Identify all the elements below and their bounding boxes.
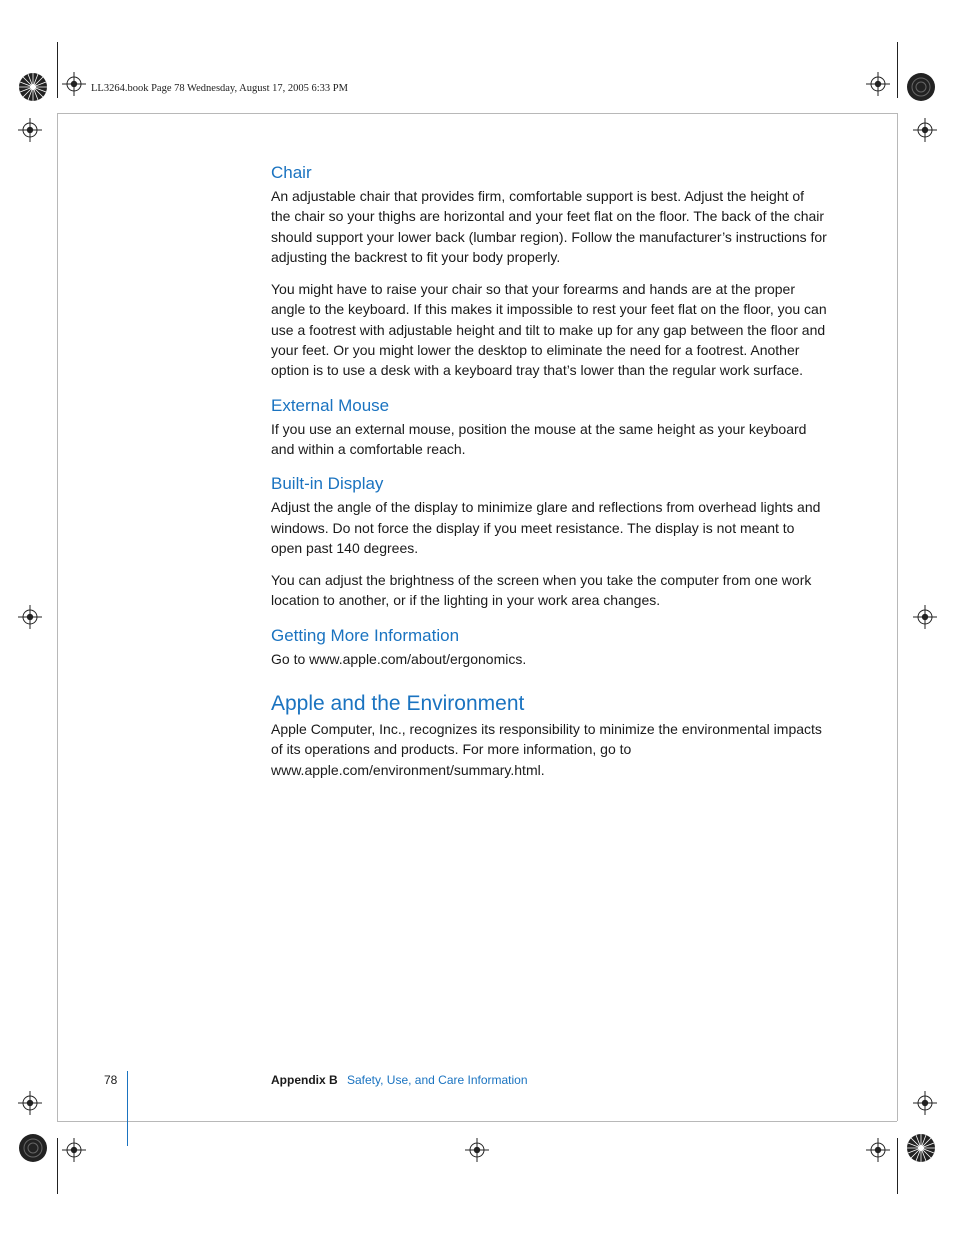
section-heading-external-mouse: External Mouse [271,395,390,415]
page-frame-left [57,113,58,1121]
registration-mark-icon [913,1091,937,1115]
registration-mark-icon [18,605,42,629]
chair-paragraph-1: An adjustable chair that provides firm, comfortable support is best. Adjust the height of the chair so your thighs are horizontal and your feet flat on the floor. The back of the chair should support your lower back (lumbar region). Follow the manufacturer’s instructions for adjusting the backrest to fit your body properly. [271,188,827,265]
display-paragraph-2: You can adjust the brightness of the screen when you take the computer from one work location to another, or if the lighting in your work area changes. [271,572,812,609]
registration-mark-icon [913,605,937,629]
section-heading-getting-more-information: Getting More Information [271,625,460,645]
registration-mark-icon [62,1138,86,1162]
footer-divider [127,1071,128,1146]
registration-mark-icon [18,118,42,142]
section-heading-apple-and-the-environment: Apple and the Environment [271,692,525,716]
mouse-paragraph-1: If you use an external mouse, position the mouse at the same height as your keyboard and within a comfortable reach. [271,420,807,457]
registration-mark-icon [913,118,937,142]
display-paragraph-1: Adjust the angle of the display to minimize glare and reflections from overhead lights and windows. Do not force the display if you meet resistance. The display is not meant to open past 140 degrees. [271,499,821,556]
registration-mark-icon [866,1138,890,1162]
environment-paragraph-1: Apple Computer, Inc., recognizes its responsibility to minimize the environmental impacts of its operations and products. For more information, go to www.apple.com/environment/summary.html. [271,721,822,778]
section-heading-chair: Chair [271,163,312,182]
crop-mark-bottom-left [57,1138,58,1194]
star-target-icon [906,1133,936,1163]
section-heading-built-in-display: Built-in Display [271,474,384,494]
crop-mark-bottom-right [897,1138,898,1194]
registration-mark-icon [465,1138,489,1162]
star-target-icon [18,72,48,102]
page-content [271,160,827,780]
page-frame-top [57,113,897,114]
star-target-icon [906,72,936,102]
more-info-paragraph-1: Go to www.apple.com/about/ergonomics. [271,650,527,667]
page-number: 78 [104,1073,118,1087]
chair-paragraph-2: You might have to raise your chair so that your forearms and hands are at the proper angle to the keyboard. If this makes it impossible to rest your feet flat on the floor, you can use a footrest with adjustable height and tilt to make up for any gap between the floor and your feet. Or you might lower the desktop to eliminate the need for a footrest. Another option is to use a desk with a keyboard tray that’s lower than the regular work surface. [271,281,827,379]
crop-mark-top-right [897,42,898,98]
registration-mark-icon [62,72,86,96]
footer-appendix-label: Appendix B [271,1073,338,1087]
crop-mark-top-left [57,42,58,98]
star-target-icon [18,1133,48,1163]
page-frame-right [897,113,898,1121]
registration-mark-icon [866,72,890,96]
footer-chapter-title: Safety, Use, and Care Information [347,1073,528,1087]
page-frame-bottom [57,1121,897,1122]
print-slug: LL3264.book Page 78 Wednesday, August 17, 2005 6:33 PM [91,83,348,94]
registration-mark-icon [18,1091,42,1115]
